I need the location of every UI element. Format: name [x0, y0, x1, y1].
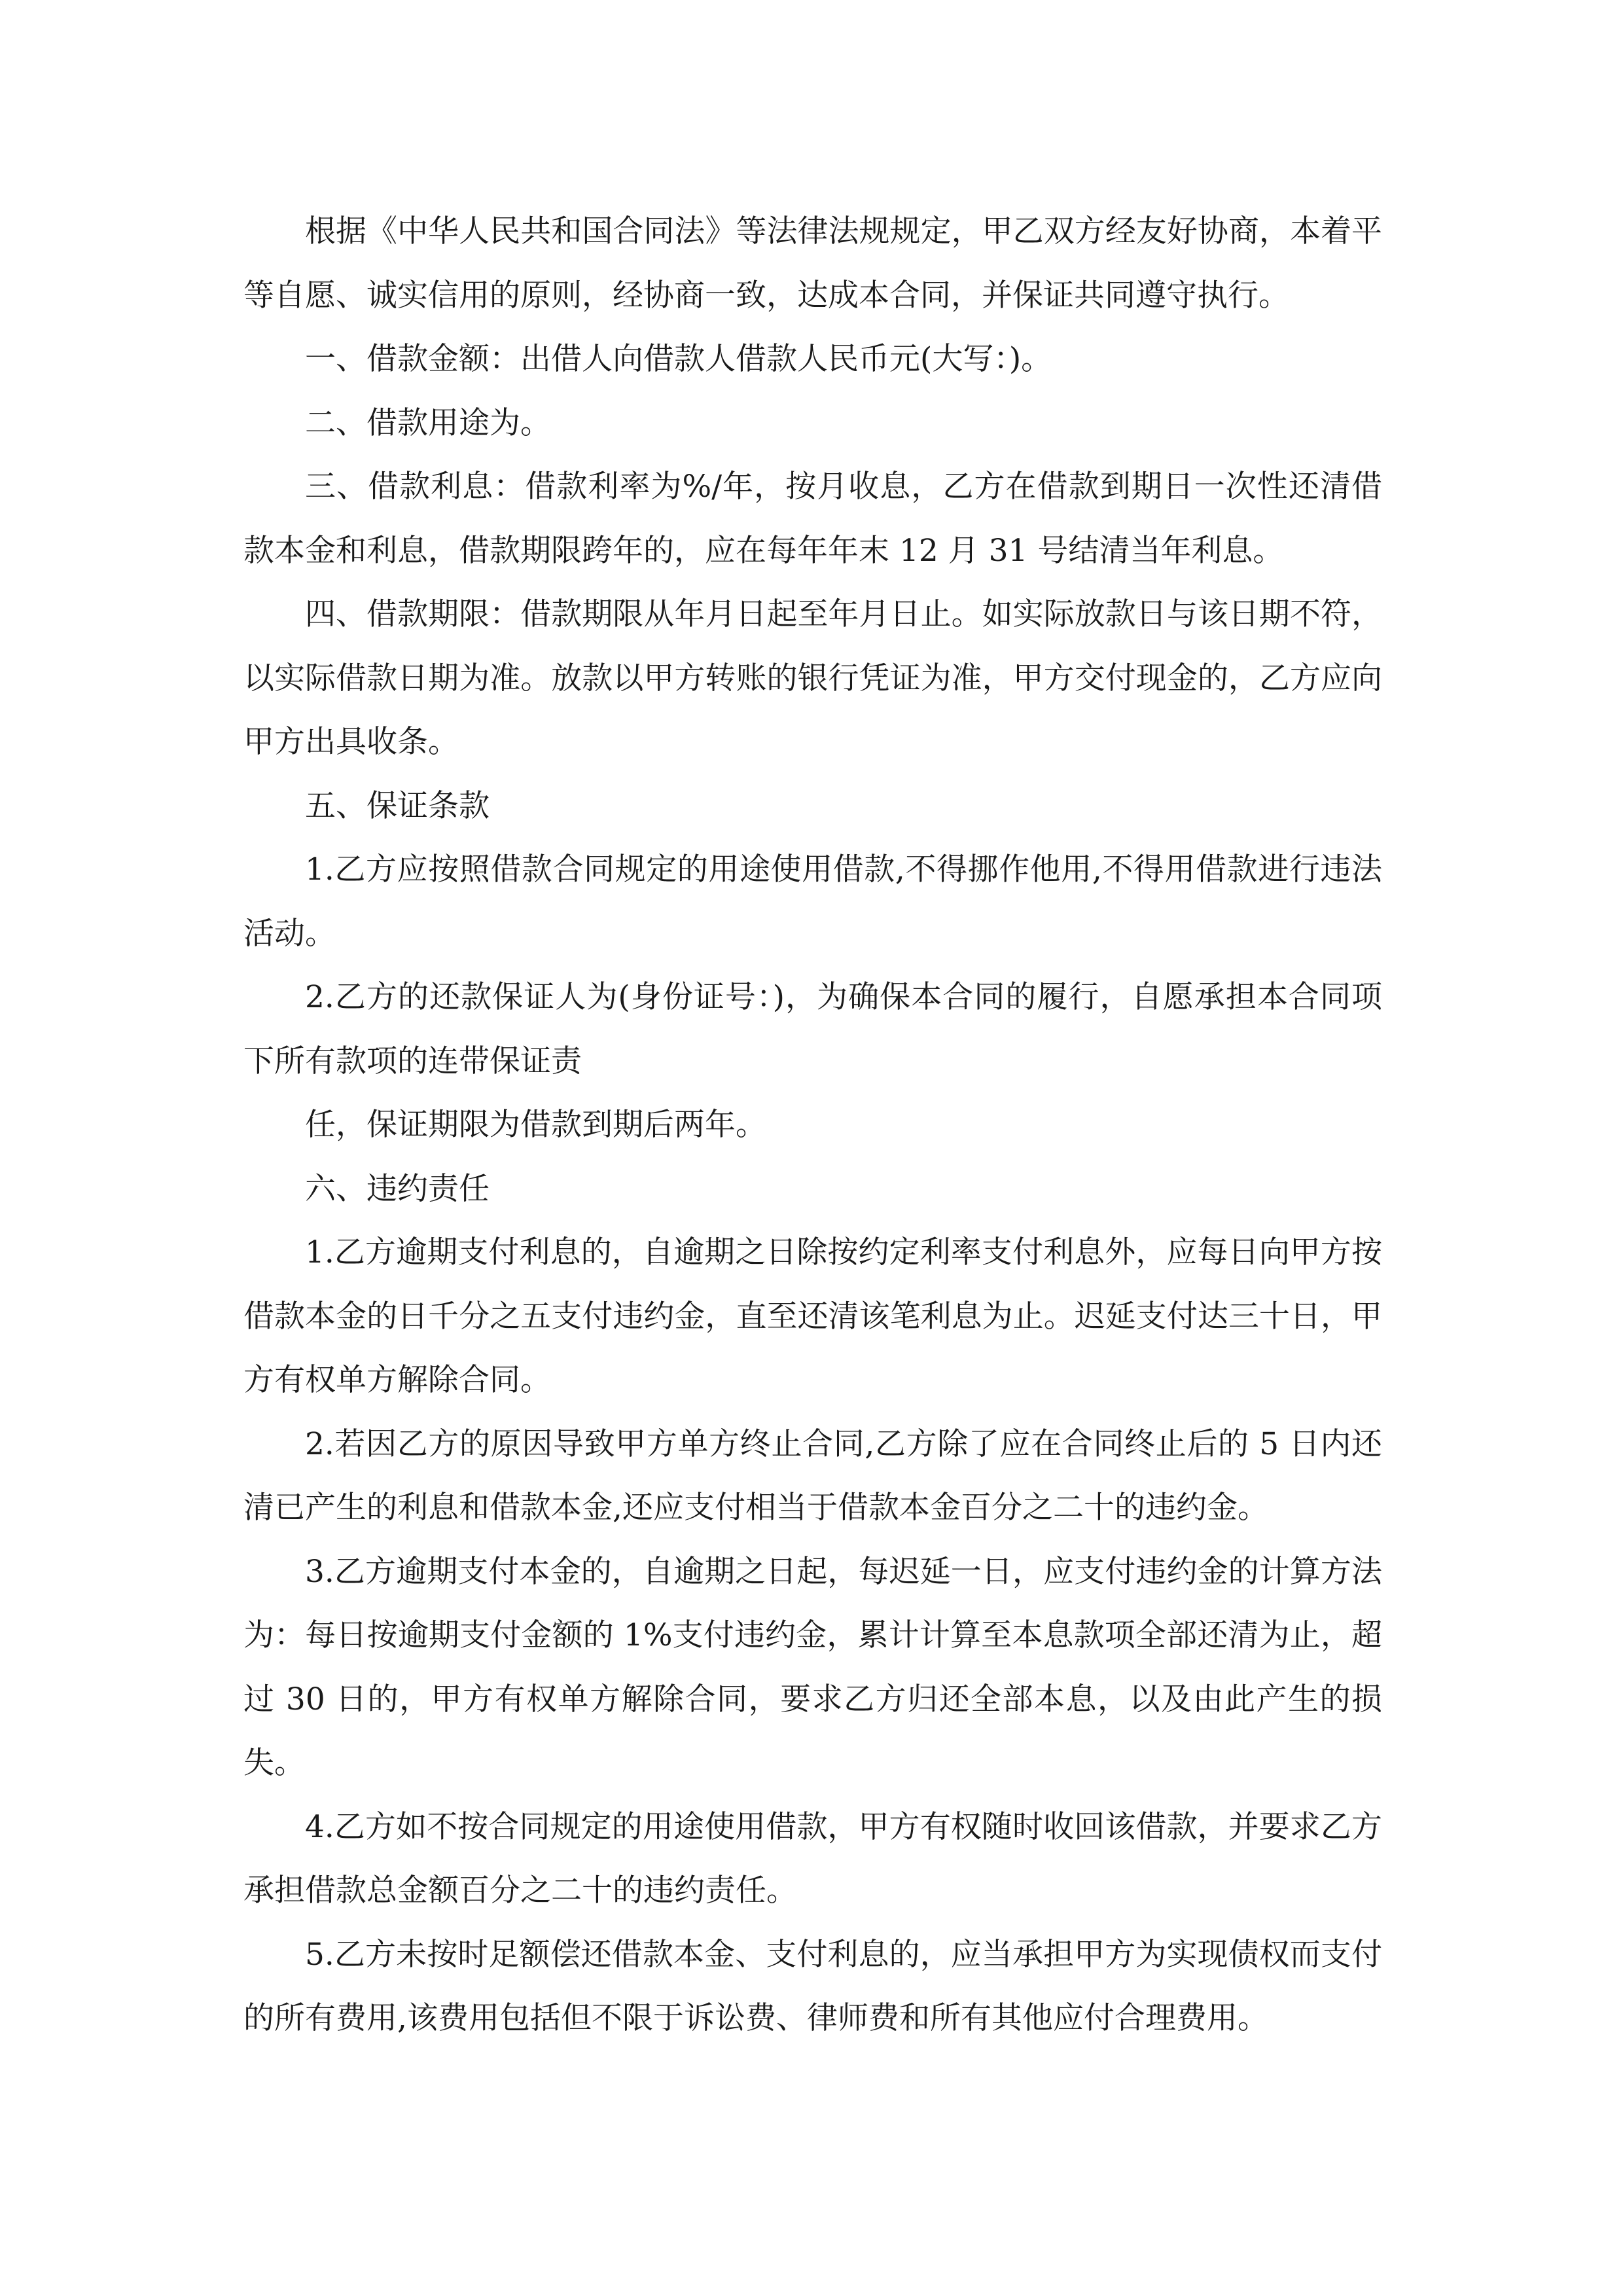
paragraph-breach-1: 1.乙方逾期支付利息的，自逾期之日除按约定利率支付利息外，应每日向甲方按借款本金的日千分之五支付违约金，直至还清该笔利息为止。迟延支付达三十日，甲方有权单方解除合同。 [243, 1234, 1382, 1398]
heading-guarantee-terms: 五、保证条款 [305, 787, 490, 824]
paragraph-loan-amount: 一、借款金额：出借人向借款人借款人民币元(大写：)。 [305, 341, 1052, 377]
paragraph-guarantee-1: 1.乙方应按照借款合同规定的用途使用借款,不得挪作他用,不得用借款进行违法活动。 [243, 852, 1382, 952]
paragraph-breach-3: 3.乙方逾期支付本金的，自逾期之日起，每迟延一日，应支付违约金的计算方法为：每日按逾期支付金额的 1%支付违约金，累计计算至本息款项全部还清为止，超过 30 日的，甲方有权单方解除合同，要求乙方归还全部本息，以及由此产生的损失。 [243, 1553, 1382, 1781]
heading-breach-liability: 六、违约责任 [305, 1170, 490, 1207]
paragraph-preamble: 根据《中华人民共和国合同法》等法律法规规定，甲乙双方经友好协商，本着平等自愿、诚实信用的原则，经协商一致，达成本合同，并保证共同遵守执行。 [243, 213, 1382, 314]
paragraph-breach-2: 2.若因乙方的原因导致甲方单方终止合同,乙方除了应在合同终止后的 5 日内还清已产生的利息和借款本金,还应支付相当于借款本金百分之二十的违约金。 [243, 1426, 1382, 1526]
paragraph-breach-4: 4.乙方如不按合同规定的用途使用借款，甲方有权随时收回该借款，并要求乙方承担借款总金额百分之二十的违约责任。 [243, 1808, 1382, 1909]
paragraph-breach-5: 5.乙方未按时足额偿还借款本金、支付利息的，应当承担甲方为实现债权而支付的所有费用,该费用包括但不限于诉讼费、律师费和所有其他应付合理费用。 [243, 1936, 1382, 2036]
paragraph-guarantee-2-continued: 任，保证期限为借款到期后两年。 [305, 1107, 766, 1143]
paragraph-loan-term: 四、借款期限：借款期限从年月日起至年月日止。如实际放款日与该日期不符，以实际借款日期为准。放款以甲方转账的银行凭证为准，甲方交付现金的，乙方应向甲方出具收条。 [243, 596, 1382, 760]
paragraph-loan-interest: 三、借款利息：借款利率为%/年，按月收息，乙方在借款到期日一次性还清借款本金和利息，借款期限跨年的，应在每年年末 12 月 31 号结清当年利息。 [243, 469, 1382, 569]
paragraph-loan-purpose: 二、借款用途为。 [305, 404, 551, 441]
document-body [243, 200, 1382, 2051]
paragraph-guarantee-2: 2.乙方的还款保证人为(身份证号：)，为确保本合同的履行，自愿承担本合同项下所有款项的连带保证责 [243, 979, 1382, 1079]
